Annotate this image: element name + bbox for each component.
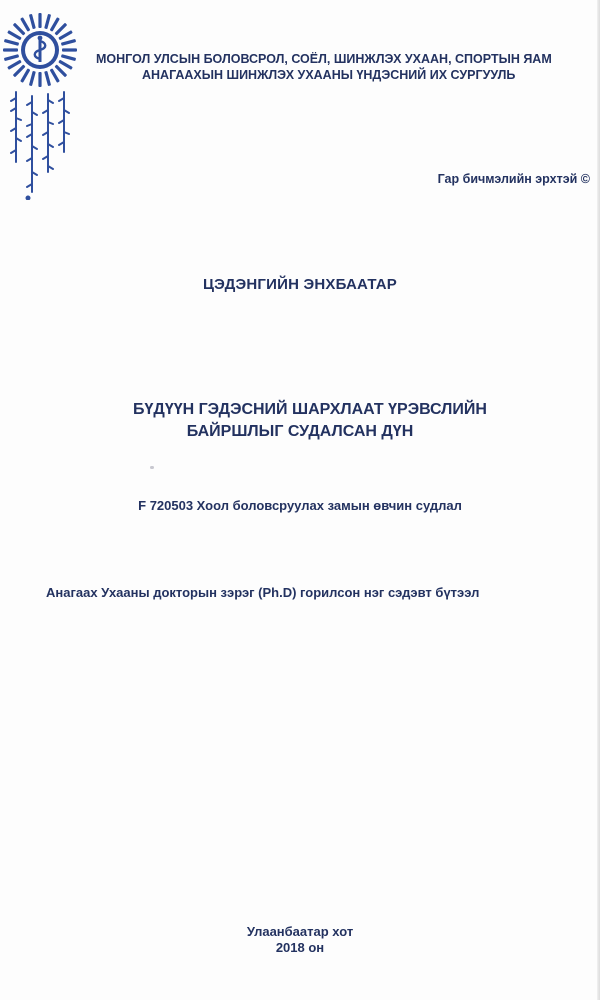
copyright-notice: Гар бичмэлийн эрхтэй © <box>437 172 590 186</box>
author-name: ЦЭДЭНГИЙН ЭНХБААТАР <box>202 276 397 293</box>
degree-statement: Анагаах Ухааны докторын зэрэг (Ph.D) горилсон нэг сэдэвт бүтээл <box>46 585 480 600</box>
thesis-title-line-1: БҮДҮҮН ГЭДЭСНИЙ ШАРХЛААТ ҮРЭВСЛИЙН <box>133 401 487 418</box>
ministry-name: МОНГОЛ УЛСЫН БОЛОВСРОЛ, СОЁЛ, ШИНЖЛЭХ УХААН, СПОРТЫН ЯАМ <box>96 52 552 66</box>
specialty-code: F 720503 Хоол боловсруулах замын өвчин судлал <box>138 498 462 513</box>
paper-speck <box>150 466 154 469</box>
university-name: АНАГААХЫН ШИНЖЛЭХ УХААНЫ ҮНДЭСНИЙ ИХ СУРГУУЛЬ <box>142 68 516 82</box>
year: 2018 он <box>275 940 325 955</box>
university-emblem-icon <box>2 12 78 88</box>
thesis-title-line-2: БАЙРШЛЫГ СУДАЛСАН ДҮН <box>186 423 414 440</box>
ministry-header <box>96 51 596 83</box>
city: Улаанбаатар хот <box>246 924 354 939</box>
place-and-date <box>0 924 600 956</box>
mongolian-script-emblem <box>2 88 78 200</box>
thesis-title <box>0 399 600 443</box>
